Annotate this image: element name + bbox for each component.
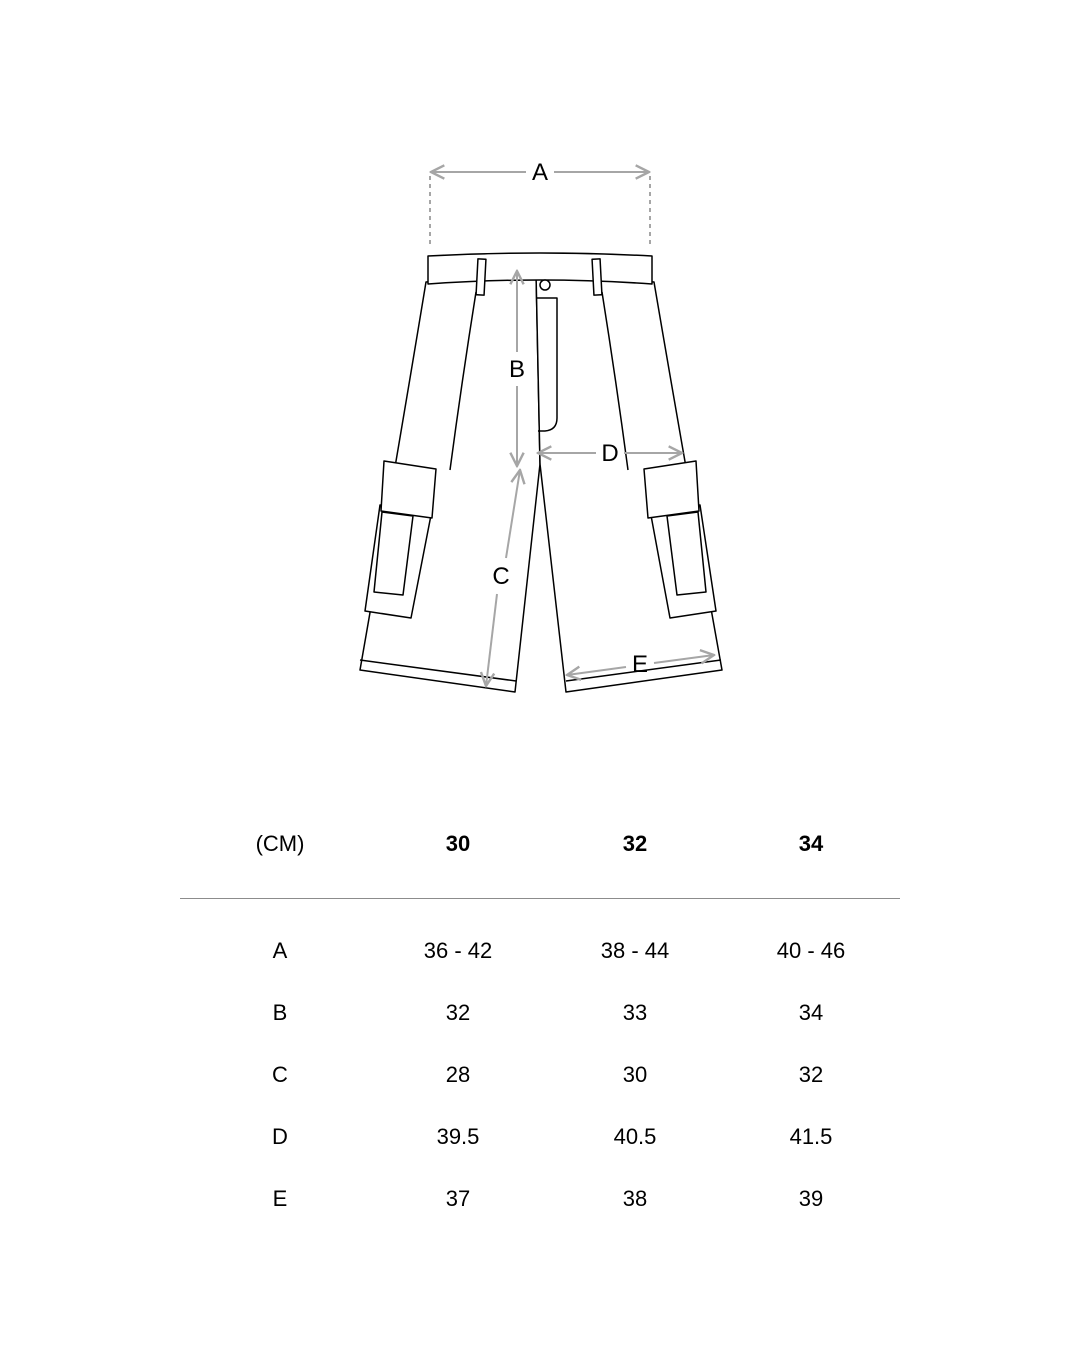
label-c: C	[492, 563, 510, 590]
table-row	[180, 989, 900, 1051]
shorts-outline	[360, 253, 722, 692]
row-label: B	[272, 1000, 288, 1025]
label-e: E	[631, 651, 649, 678]
right-cargo-flap	[644, 461, 699, 518]
waist-button	[540, 280, 550, 290]
table-cell: 38	[622, 1186, 648, 1211]
left-cargo-flap	[381, 461, 436, 518]
table-row	[180, 1051, 900, 1113]
table-cell: 39.5	[436, 1124, 480, 1149]
table-cell: 33	[622, 1000, 648, 1025]
table-cell: 37	[445, 1186, 471, 1211]
header-divider	[180, 898, 900, 899]
left-belt-loop	[476, 259, 486, 295]
row-label: E	[272, 1186, 288, 1211]
table-cell: 41.5	[789, 1124, 833, 1149]
table-cell: 34	[798, 1000, 824, 1025]
label-d: D	[601, 440, 619, 467]
table-cell: 36 - 42	[423, 938, 493, 963]
size-header-30: 30	[445, 831, 471, 856]
table-row	[180, 1113, 900, 1175]
table-row	[180, 1175, 900, 1237]
table-cell: 32	[445, 1000, 471, 1025]
table-cell: 30	[622, 1062, 648, 1087]
table-cell: 32	[798, 1062, 824, 1087]
table-cell: 39	[798, 1186, 824, 1211]
table-cell: 38 - 44	[600, 938, 670, 963]
row-label: C	[272, 1062, 288, 1087]
size-header-34: 34	[798, 831, 824, 856]
waistband	[428, 253, 652, 284]
size-header-32: 32	[622, 831, 648, 856]
right-belt-loop	[592, 259, 602, 295]
unit-label: (CM)	[255, 831, 305, 856]
table-header-row	[180, 820, 900, 882]
size-table	[180, 820, 900, 1237]
table-cell: 40 - 46	[776, 938, 846, 963]
label-a: A	[531, 159, 549, 186]
table-row	[180, 927, 900, 989]
row-label: A	[272, 938, 288, 963]
table-cell: 28	[445, 1062, 471, 1087]
row-label: D	[272, 1124, 288, 1149]
label-b: B	[508, 356, 526, 383]
table-cell: 40.5	[613, 1124, 657, 1149]
